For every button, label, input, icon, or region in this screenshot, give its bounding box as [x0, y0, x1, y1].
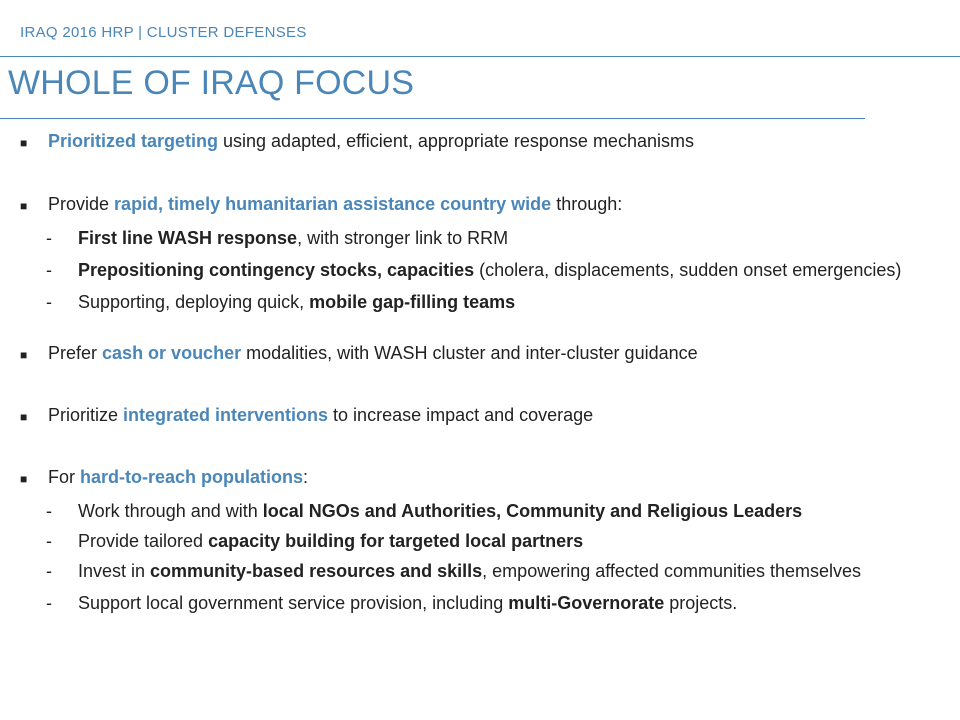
slide-content [20, 128, 936, 616]
sub-bold: multi-Governorate [508, 593, 665, 613]
dash-marker: - [46, 561, 52, 581]
bullet-text [48, 128, 694, 154]
bullet-body: Prioritize [48, 405, 124, 425]
bullet-body: using adapted, efficient, appropriate response mechanisms [218, 131, 694, 151]
sub-body: , empowering affected communities themselves [482, 561, 862, 581]
sub-bold: Prepositioning contingency stocks, capacities [78, 260, 475, 280]
sub-item-text [78, 225, 936, 251]
sub-bold: mobile gap-filling teams [309, 292, 516, 312]
square-bullet-icon: ■ [20, 199, 28, 213]
sub-item-text [78, 498, 936, 524]
dash-marker: - [46, 593, 52, 613]
bullet-body: For [48, 467, 81, 487]
bullet-text [48, 191, 622, 217]
bullet-integrated-interventions [20, 402, 936, 430]
sub-body: , with stronger link to RRM [297, 228, 509, 248]
sub-item-capacity-building [40, 528, 936, 554]
sub-item-text [78, 558, 936, 584]
dash-marker: - [46, 228, 52, 248]
sub-item-local-government [40, 590, 936, 616]
square-bullet-icon: ■ [20, 348, 28, 362]
square-bullet-icon: ■ [20, 410, 28, 424]
bullet-body: to increase impact and coverage [328, 405, 594, 425]
bullet-body: through: [551, 194, 623, 214]
bullet-hard-to-reach [20, 464, 936, 492]
bullet-highlight: cash or voucher [102, 343, 242, 363]
square-bullet-icon: ■ [20, 136, 28, 150]
header-divider [0, 56, 960, 57]
sub-body: projects. [664, 593, 738, 613]
page-title: WHOLE OF IRAQ FOCUS [8, 64, 415, 102]
sub-bold: community-based resources and skills [150, 561, 483, 581]
sub-body: (cholera, displacements, sudden onset emergencies) [474, 260, 902, 280]
dash-marker: - [46, 501, 52, 521]
sub-body: Supporting, deploying quick, [78, 292, 310, 312]
bullet-body: modalities, with WASH cluster and inter-cluster guidance [241, 343, 698, 363]
bullet-rapid-assistance [20, 191, 936, 219]
sub-body: Provide tailored [78, 531, 209, 551]
bullet-highlight: Prioritized targeting [48, 131, 219, 151]
sub-body: Invest in [78, 561, 151, 581]
sub-item-text [78, 590, 936, 616]
bullet-cash-voucher [20, 340, 936, 368]
bullet-highlight: integrated interventions [123, 405, 329, 425]
sub-item-first-line-wash [40, 225, 936, 251]
title-divider [0, 118, 865, 119]
sub-bold: capacity building for targeted local partners [208, 531, 584, 551]
sub-item-community-resources [40, 558, 936, 584]
sub-item-text [78, 528, 936, 554]
sub-item-local-ngos [40, 498, 936, 524]
sub-bold: First line WASH response [78, 228, 298, 248]
sub-item-text [78, 257, 936, 283]
sub-item-prepositioning [40, 257, 936, 283]
square-bullet-icon: ■ [20, 472, 28, 486]
sub-item-mobile-teams [40, 289, 936, 315]
sub-bold: local NGOs and Authorities, Community and Religious Leaders [262, 501, 803, 521]
bullet-text [48, 464, 308, 490]
sub-item-text [78, 289, 936, 315]
dash-marker: - [46, 531, 52, 551]
bullet-highlight: rapid, timely humanitarian assistance country wide [114, 194, 552, 214]
bullet-text [48, 402, 593, 428]
sub-body: Work through and with [78, 501, 263, 521]
slide-header: IRAQ 2016 HRP | CLUSTER DEFENSES [20, 24, 307, 41]
bullet-highlight: hard-to-reach populations [80, 467, 304, 487]
bullet-body: Provide [48, 194, 115, 214]
bullet-body: Prefer [48, 343, 103, 363]
bullet-body: : [303, 467, 309, 487]
bullet-prioritized-targeting [20, 128, 936, 156]
dash-marker: - [46, 260, 52, 280]
bullet-text [48, 340, 698, 366]
sub-body: Support local government service provision, including [78, 593, 509, 613]
dash-marker: - [46, 292, 52, 312]
